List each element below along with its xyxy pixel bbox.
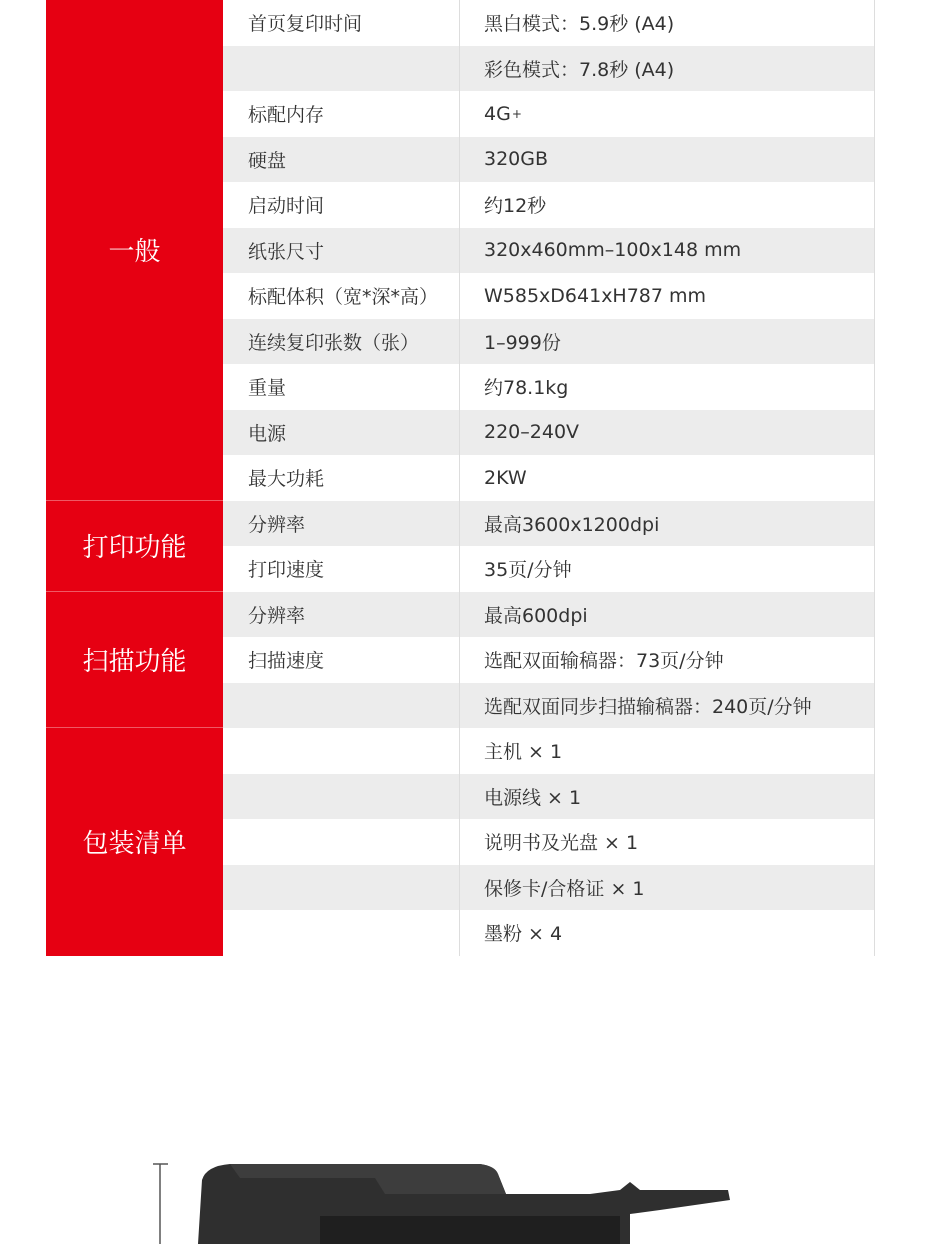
spec-name: 纸张尺寸	[223, 228, 460, 274]
spec-value: 说明书及光盘 × 1	[460, 819, 875, 865]
spec-value: 320GB	[460, 137, 875, 183]
spec-value: 电源线 × 1	[460, 774, 875, 820]
table-row	[223, 910, 875, 956]
spec-name: 重量	[223, 364, 460, 410]
spec-name	[223, 774, 460, 820]
section-title: 扫描功能	[46, 592, 223, 729]
spec-table	[46, 0, 875, 958]
spec-name	[223, 683, 460, 729]
spec-value: 主机 × 1	[460, 728, 875, 774]
spec-section	[46, 0, 875, 501]
spec-value: 保修卡/合格证 × 1	[460, 865, 875, 911]
table-row	[223, 91, 875, 137]
spec-name: 扫描速度	[223, 637, 460, 683]
table-row	[223, 546, 875, 592]
spec-name: 启动时间	[223, 182, 460, 228]
table-row	[223, 364, 875, 410]
spec-name: 连续复印张数（张）	[223, 319, 460, 365]
table-row	[223, 455, 875, 501]
section-title: 包装清单	[46, 728, 223, 956]
spec-name	[223, 910, 460, 956]
table-row	[223, 501, 875, 547]
spec-value: 黑白模式：5.9秒 (A4)	[460, 0, 875, 46]
printer-image	[150, 1160, 750, 1244]
table-row	[223, 0, 875, 46]
spec-name	[223, 865, 460, 911]
spec-name	[223, 819, 460, 865]
spec-value: 4G +	[460, 91, 875, 137]
spec-name: 硬盘	[223, 137, 460, 183]
printer-front-slot	[320, 1216, 620, 1244]
spec-section	[46, 592, 875, 729]
section-rows	[223, 501, 875, 592]
spec-value: 最高600dpi	[460, 592, 875, 638]
spec-value: 最高3600x1200dpi	[460, 501, 875, 547]
spec-section	[46, 728, 875, 956]
section-title: 打印功能	[46, 501, 223, 592]
spec-value: 约12秒	[460, 182, 875, 228]
spec-name	[223, 728, 460, 774]
spec-value: 约78.1kg	[460, 364, 875, 410]
section-rows	[223, 728, 875, 956]
spec-value: 墨粉 × 4	[460, 910, 875, 956]
table-row	[223, 319, 875, 365]
spec-value: 选配双面同步扫描输稿器：240页/分钟	[460, 683, 875, 729]
spec-value: W585xD641xH787 mm	[460, 273, 875, 319]
table-row	[223, 182, 875, 228]
spec-value: 1–999份	[460, 319, 875, 365]
spec-name: 标配体积（宽*深*高）	[223, 273, 460, 319]
section-title: 一般	[46, 0, 223, 501]
table-row	[223, 46, 875, 92]
table-row	[223, 637, 875, 683]
spec-value-superscript: +	[511, 106, 522, 121]
spec-value: 220–240V	[460, 410, 875, 456]
spec-name: 分辨率	[223, 592, 460, 638]
spec-name: 电源	[223, 410, 460, 456]
spec-value: 选配双面输稿器：73页/分钟	[460, 637, 875, 683]
table-row	[223, 728, 875, 774]
table-row	[223, 774, 875, 820]
table-row	[223, 228, 875, 274]
section-rows	[223, 0, 875, 501]
table-row	[223, 865, 875, 911]
table-row	[223, 273, 875, 319]
spec-section	[46, 501, 875, 592]
spec-name: 最大功耗	[223, 455, 460, 501]
table-row	[223, 592, 875, 638]
section-rows	[223, 592, 875, 729]
spec-name: 首页复印时间	[223, 0, 460, 46]
spec-value: 35页/分钟	[460, 546, 875, 592]
table-row	[223, 137, 875, 183]
spec-name	[223, 46, 460, 92]
table-row	[223, 410, 875, 456]
spec-value: 彩色模式：7.8秒 (A4)	[460, 46, 875, 92]
table-row	[223, 819, 875, 865]
spec-value: 320x460mm–100x148 mm	[460, 228, 875, 274]
spec-name: 打印速度	[223, 546, 460, 592]
spec-value: 2KW	[460, 455, 875, 501]
table-row	[223, 683, 875, 729]
spec-name: 分辨率	[223, 501, 460, 547]
spec-name: 标配内存	[223, 91, 460, 137]
